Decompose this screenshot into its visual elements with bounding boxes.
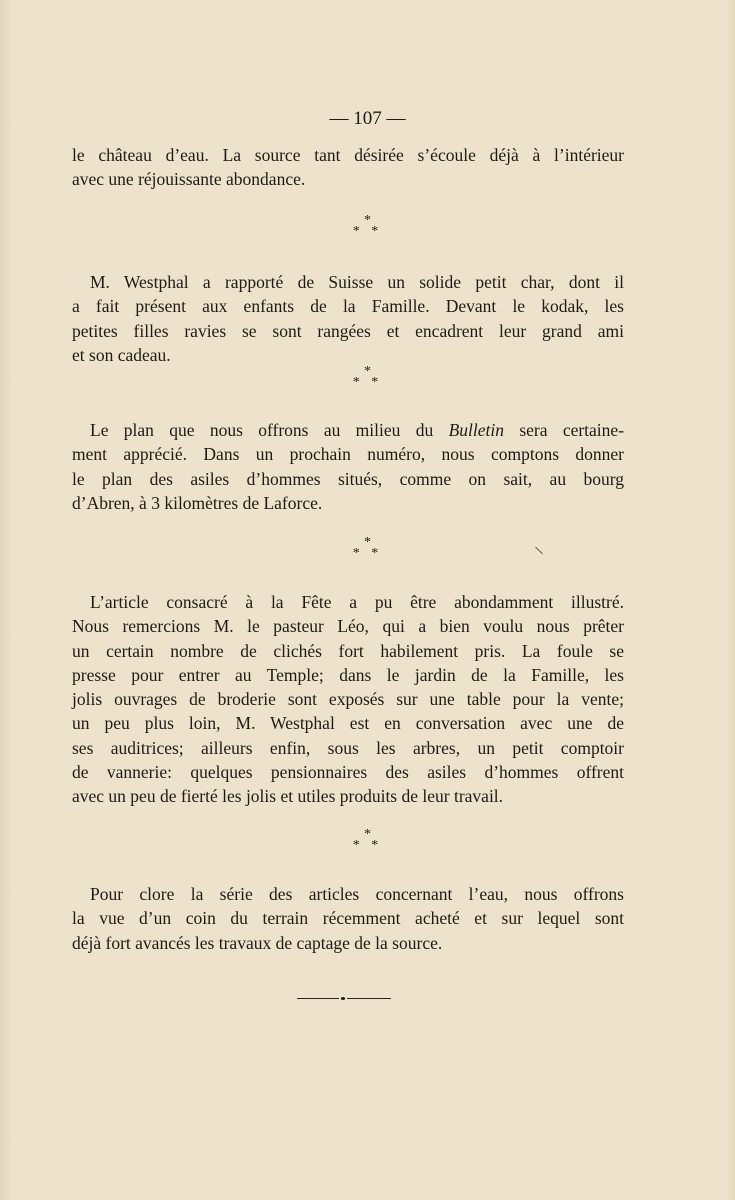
text-line: d’Abren, à 3 kilomètres de Laforce. [72, 492, 323, 513]
text-line: avec un peu de fierté les jolis et utiles produits de leur travail. [72, 786, 504, 807]
text-line: Le plan que nous offrons au milieu du Bulletin sera certaine- [90, 420, 625, 440]
page-number: — 107 — [329, 108, 406, 129]
text-line: la vue d’un coin du terrain récemment acheté et sur lequel sont [72, 908, 624, 929]
asterism-divider: * * * [352, 213, 383, 239]
text-line: avec une réjouissante abondance. [72, 169, 306, 190]
paragraph-4 [72, 590, 624, 809]
text-line: le plan des asiles d’hommes situés, comme on sait, au bourg [72, 468, 624, 489]
asterism-divider: * * * [352, 364, 383, 390]
text-line: un peu plus loin, M. Westphal est en conversation avec une de [72, 713, 624, 734]
text-line: ment apprécié. Dans un prochain numéro, nous comptons donner [72, 444, 624, 465]
asterism-divider: * * * [352, 827, 383, 853]
text-line: M. Westphal a rapporté de Suisse un solide petit char, dont il [90, 272, 624, 292]
paragraph-5 [72, 882, 624, 955]
text-line: jolis ouvrages de broderie sont exposés sur une table pour la vente; [72, 689, 624, 710]
text-line: presse pour entrer au Temple; dans le jardin de la Famille, les [72, 664, 624, 685]
text-line: ses auditrices; ailleurs enfin, sous les arbres, un petit comptoir [72, 737, 624, 758]
text-line: un certain nombre de clichés fort habilement pris. La foule se [72, 640, 624, 661]
text-line: de vannerie: quelques pensionnaires des asiles d’hommes offrent [72, 762, 624, 783]
paragraph-3 [72, 418, 624, 515]
asterism-divider: * * * [352, 535, 383, 561]
text-line: Nous remercions M. le pasteur Léo, qui a bien voulu nous prêter [72, 616, 624, 637]
paragraph-2 [72, 270, 624, 367]
paragraph-1 [72, 143, 624, 192]
text-line: et son cadeau. [72, 344, 171, 365]
text-line: Pour clore la série des articles concernant l’eau, nous offrons [90, 884, 624, 904]
tailpiece-ornament [297, 997, 391, 1001]
text-line: le château d’eau. La source tant désirée s’écoule déjà à l’intérieur [72, 145, 624, 165]
ornament-dot [341, 997, 345, 1000]
italic-title: Bulletin [448, 420, 504, 440]
ornament-rule-right [347, 998, 391, 999]
text-line: L’article consacré à la Fête a pu être abondamment illustré. [90, 592, 624, 612]
ornament-rule-left [297, 998, 339, 999]
text-line: petites filles ravies se sont rangées et encadrent leur grand ami [72, 320, 624, 341]
text-line: a fait présent aux enfants de la Famille. Devant le kodak, les [72, 296, 624, 317]
text-line: déjà fort avancés les travaux de captage de la source. [72, 932, 443, 953]
